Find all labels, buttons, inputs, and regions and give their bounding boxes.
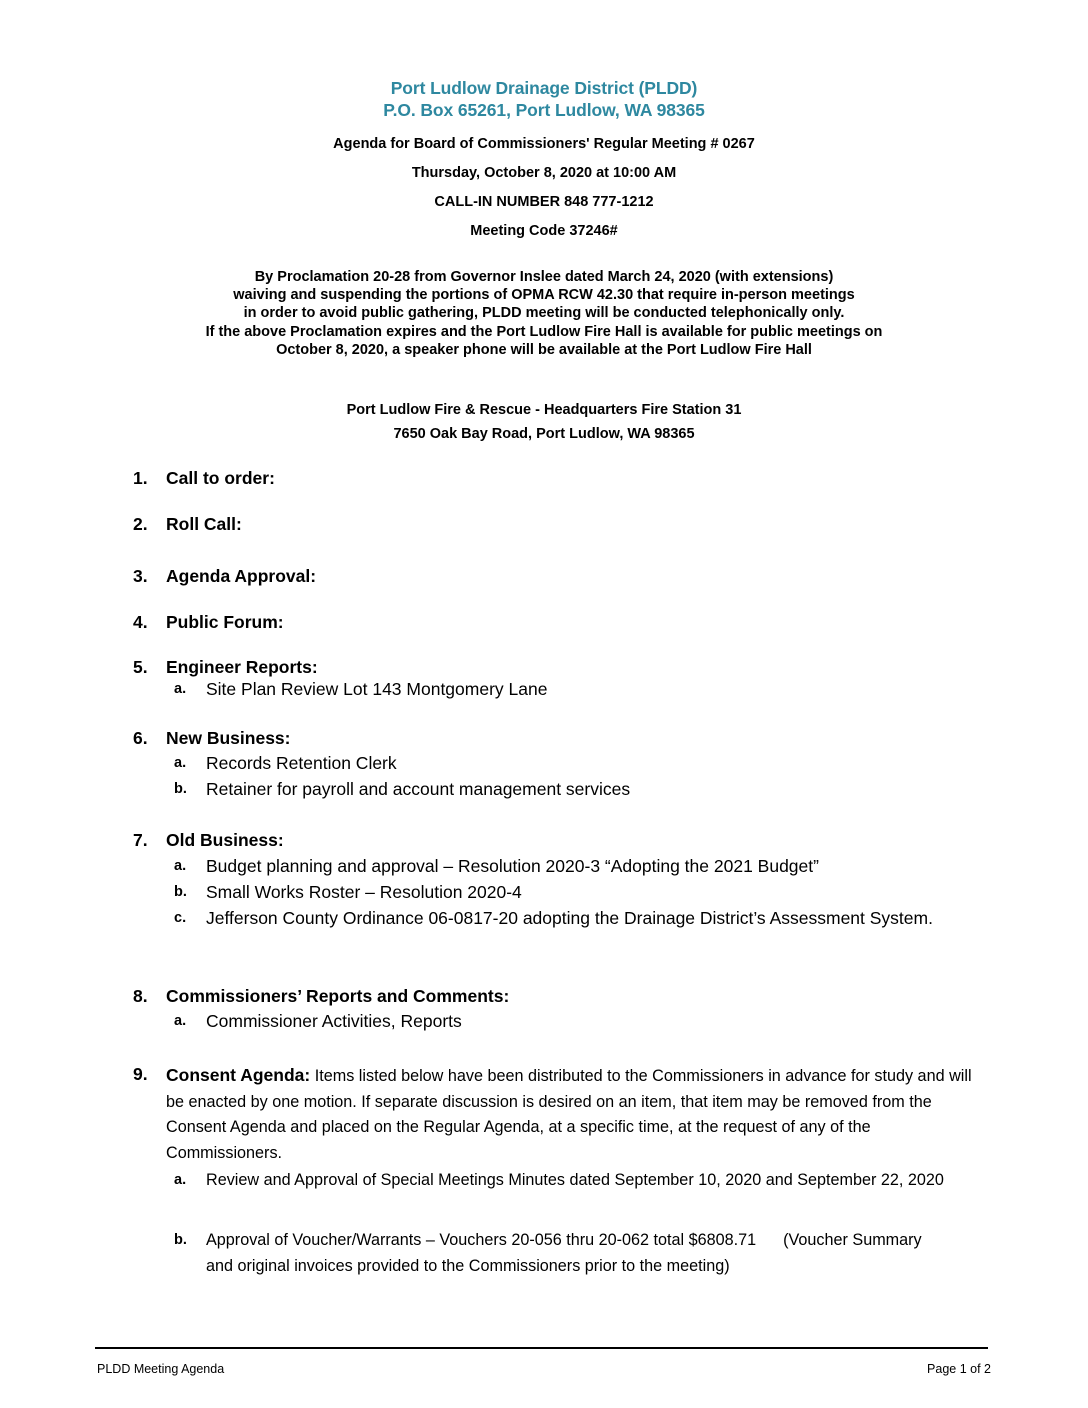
consent-description-text: Items listed below have been distributed to the Commissioners in advance for study and will be enacted by one motion. If separate discussion is desired on an item, that item may be removed from the Consent Agenda and placed on the Regular Agenda, at a specific time, at the request of any of the Commissioners. — [166, 1067, 972, 1162]
subitem-text: Retainer for payroll and account management services — [206, 779, 631, 799]
subitem-letter: a. — [174, 755, 187, 771]
proclamation-notice — [100, 268, 988, 359]
subitem-text: Commissioner Activities, Reports — [206, 1011, 462, 1031]
item-title: Consent Agenda: — [166, 1065, 311, 1085]
subitem-text: Records Retention Clerk — [206, 753, 397, 773]
item-number: 6. — [133, 728, 148, 748]
item-title: Commissioners’ Reports and Comments: — [166, 986, 510, 1006]
subitem-letter: a. — [174, 1172, 187, 1188]
item-title: Call to order: — [166, 468, 275, 488]
item-title: Public Forum: — [166, 612, 284, 632]
item-number: 9. — [133, 1064, 148, 1084]
subitem-text: Approval of Voucher/Warrants – Vouchers 20-056 thru 20-062 total $6808.71 (Voucher Summary and original invoices provided to the Commissioners prior to the meeting) — [206, 1231, 927, 1275]
subitem-letter: a. — [174, 681, 187, 697]
item-number: 4. — [133, 612, 148, 632]
item-number: 3. — [133, 566, 148, 586]
consent-agenda-description — [166, 1063, 988, 1166]
item-number: 7. — [133, 830, 148, 850]
agenda-title: Agenda for Board of Commissioners' Regular Meeting # 0267 — [333, 136, 755, 152]
footer-document-title: PLDD Meeting Agenda — [97, 1362, 225, 1376]
footer-page-number: Page 1 of 2 — [927, 1362, 991, 1376]
proclamation-line: October 8, 2020, a speaker phone will be available at the Port Ludlow Fire Hall — [276, 341, 812, 358]
item-number: 1. — [133, 468, 148, 488]
subitem-letter: b. — [174, 884, 187, 900]
proclamation-line: By Proclamation 20-28 from Governor Inslee dated March 24, 2020 (with extensions) — [254, 269, 834, 285]
location-address: 7650 Oak Bay Road, Port Ludlow, WA 98365 — [393, 426, 695, 442]
item-number: 2. — [133, 514, 148, 534]
org-address: P.O. Box 65261, Port Ludlow, WA 98365 — [383, 100, 705, 120]
subitem-text: Review and Approval of Special Meetings Minutes dated September 10, 2020 and September 22, 2020 — [206, 1171, 944, 1189]
item-title: Agenda Approval: — [166, 566, 317, 586]
subitem-text: Small Works Roster – Resolution 2020-4 — [206, 882, 522, 902]
item-number: 8. — [133, 986, 148, 1006]
call-in-number: CALL-IN NUMBER 848 777-1212 — [434, 194, 654, 210]
subitem-letter: a. — [174, 1013, 187, 1029]
org-name: Port Ludlow Drainage District (PLDD) — [390, 78, 698, 98]
proclamation-line: in order to avoid public gathering, PLDD meeting will be conducted telephonically only. — [243, 305, 845, 322]
item-title: Old Business: — [166, 830, 284, 850]
item-title: Engineer Reports: — [166, 657, 318, 677]
item-title: New Business: — [166, 728, 291, 748]
proclamation-line: waiving and suspending the portions of OPMA RCW 42.30 that require in-person meetings — [233, 287, 855, 304]
item-title: Roll Call: — [166, 514, 242, 534]
subitem-letter: a. — [174, 858, 187, 874]
proclamation-line: If the above Proclamation expires and the Port Ludlow Fire Hall is available for public meetings on — [205, 323, 883, 340]
meeting-datetime: Thursday, October 8, 2020 at 10:00 AM — [411, 165, 677, 181]
footer-rule — [95, 1347, 988, 1349]
meeting-code: Meeting Code 37246# — [470, 223, 618, 239]
subitem-letter: b. — [174, 1232, 187, 1248]
subitem-letter: b. — [174, 781, 187, 797]
meeting-location — [0, 398, 1088, 446]
subitem-text: Budget planning and approval – Resolution 2020-3 “Adopting the 2021 Budget” — [206, 856, 819, 876]
subitem-letter: c. — [174, 910, 187, 926]
location-name: Port Ludlow Fire & Rescue - Headquarters Fire Station 31 — [346, 402, 742, 418]
subitem-text: Jefferson County Ordinance 06-0817-20 adopting the Drainage District’s Assessment System. — [206, 908, 933, 928]
subitem-text: Site Plan Review Lot 143 Montgomery Lane — [206, 679, 548, 699]
item-number: 5. — [133, 657, 148, 677]
